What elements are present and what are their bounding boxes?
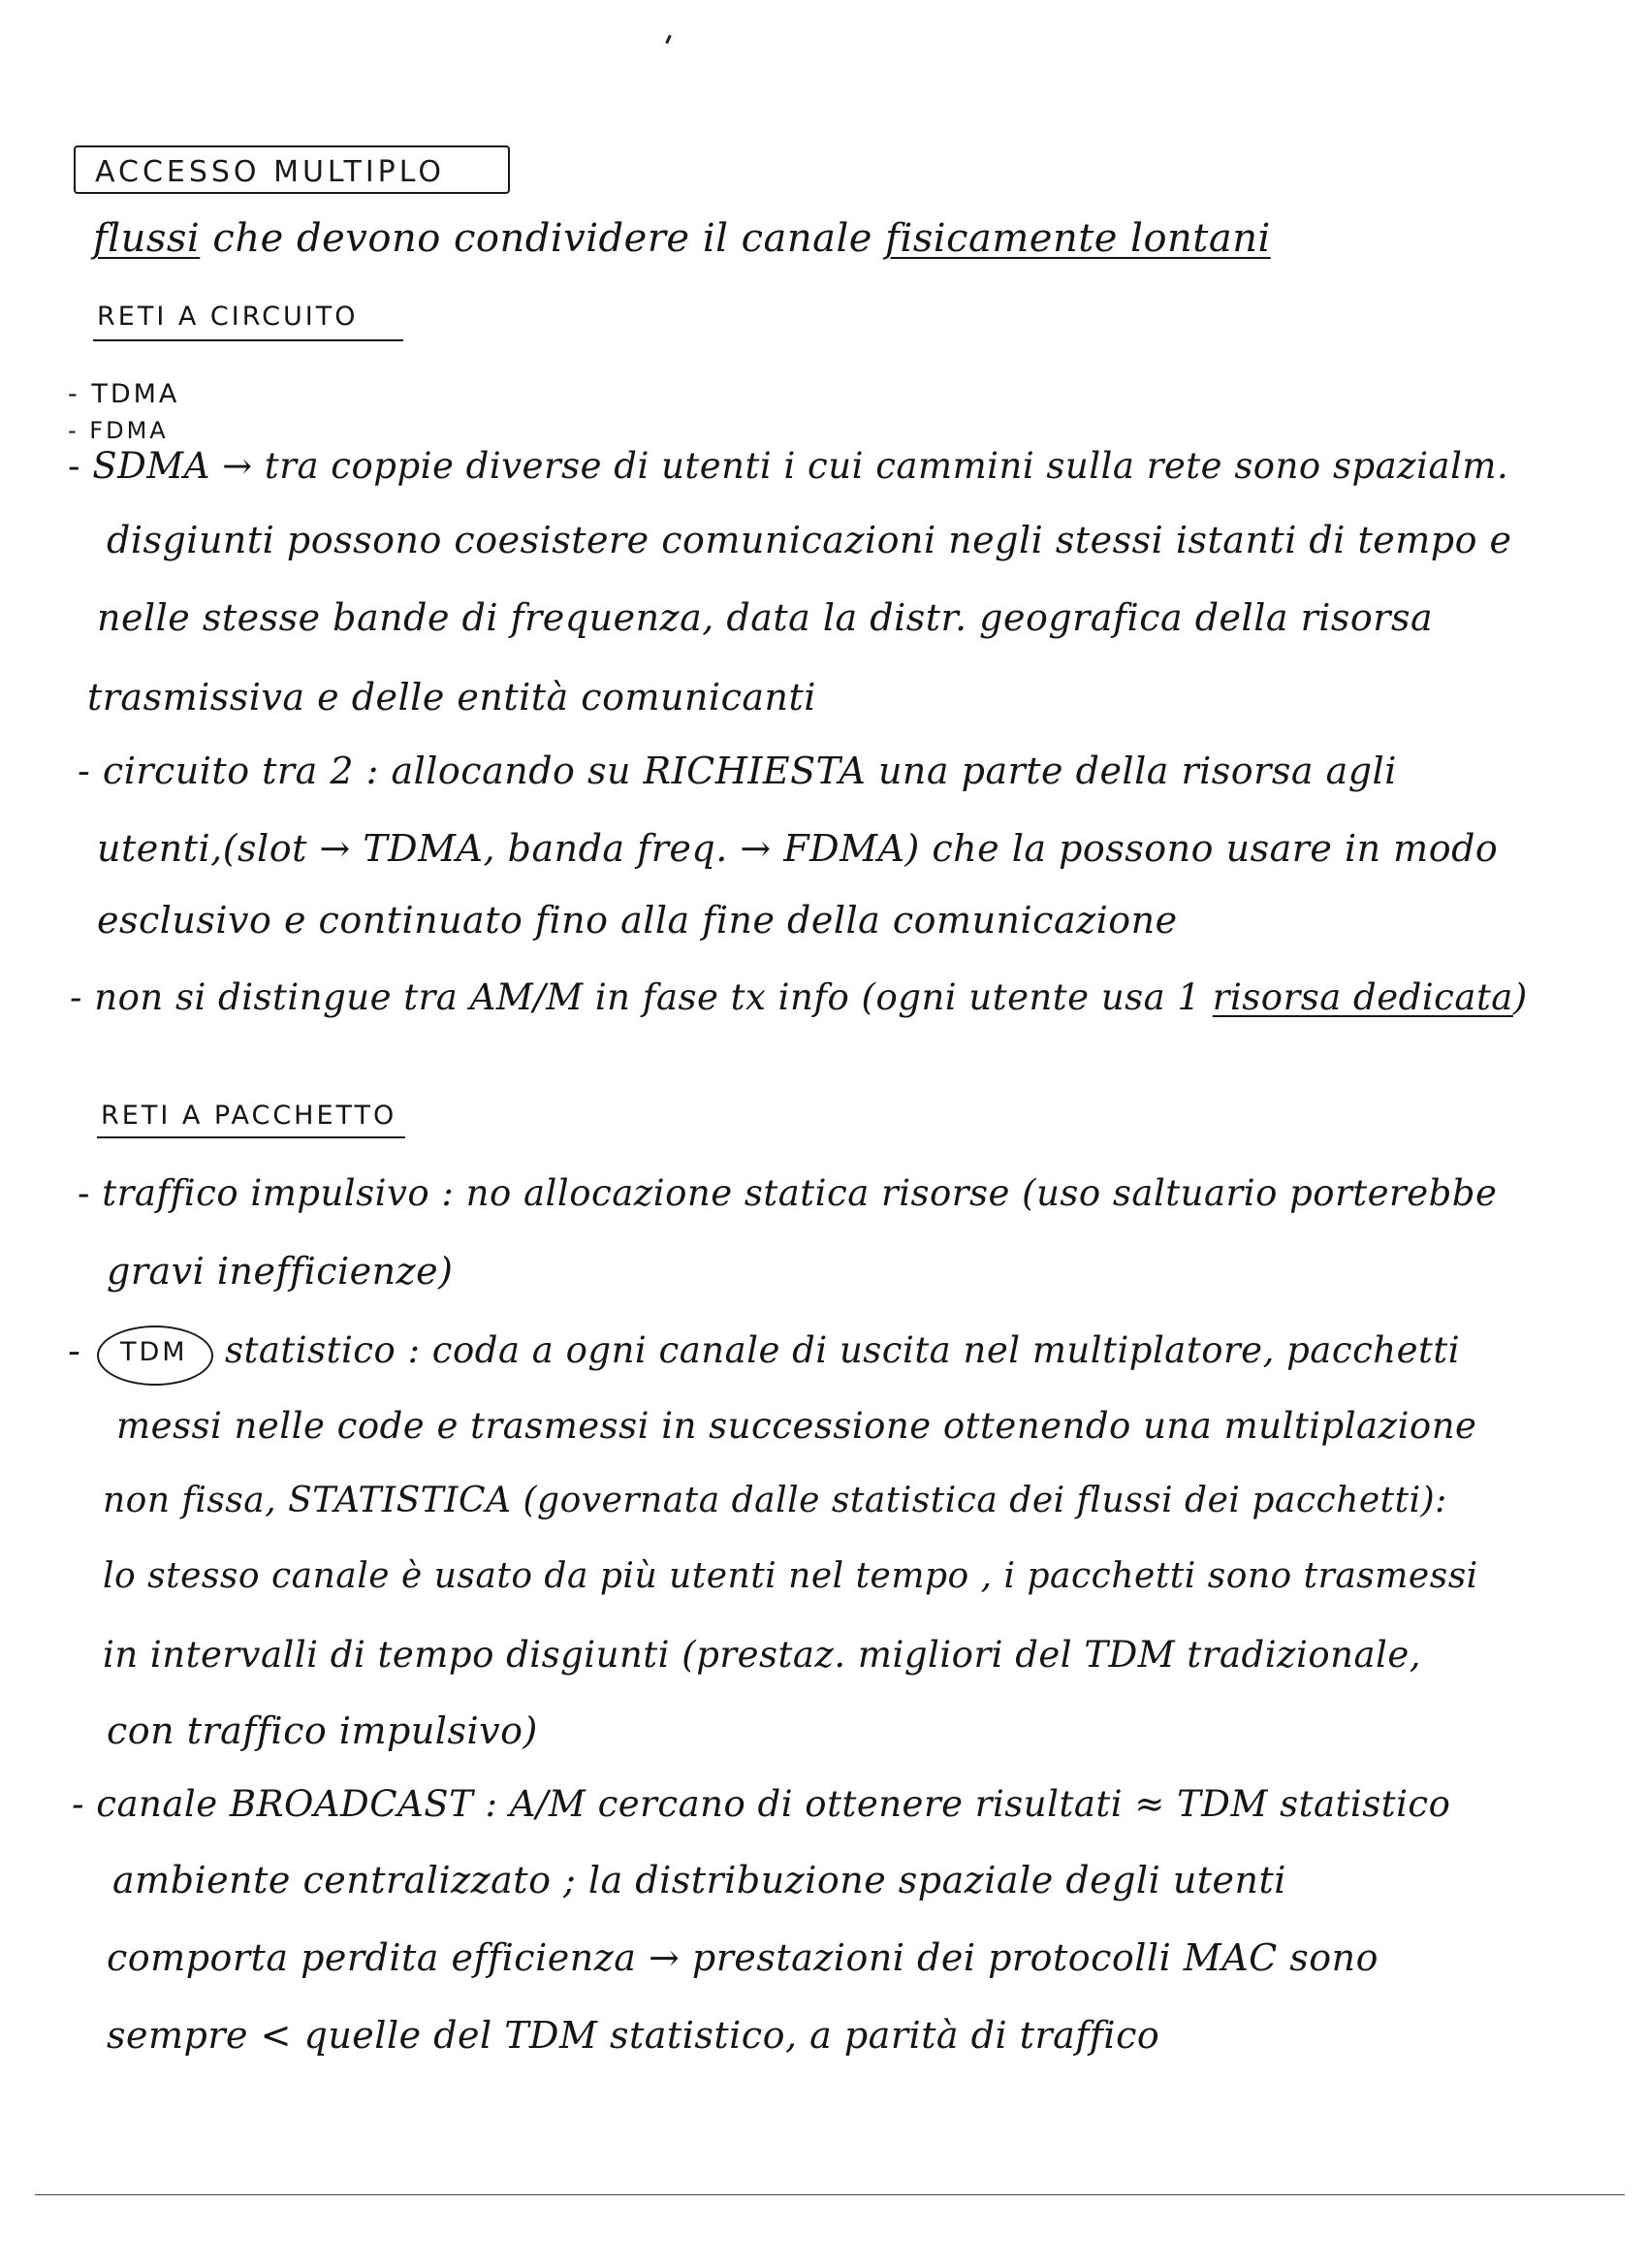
broadcast-line: sempre < quelle del TDM statistico, a parità di traffico	[107, 2014, 1160, 2057]
packet-line: - traffico impulsivo : no allocazione statica risorse (uso saltuario porterebbe	[78, 1172, 1498, 1214]
page-title: ACCESSO MULTIPLO	[95, 155, 446, 189]
tdm-label: TDM	[120, 1337, 188, 1367]
circuit-line: nelle stesse bande di frequenza, data la distr. geografica della risorsa	[97, 596, 1434, 639]
tdm-line: non fissa, STATISTICA (governata dalle statistica dei flussi dei pacchetti):	[103, 1481, 1447, 1520]
heading-underline	[93, 339, 403, 341]
broadcast-line: comporta perdita efficienza → prestazioni dei protocolli MAC sono	[107, 1936, 1379, 1979]
circuit-item-sdma: - SDMA → tra coppie diverse di utenti i cui cammini sulla rete sono spazialm.	[68, 445, 1509, 487]
title-box	[74, 145, 510, 194]
heading-underline	[97, 1136, 405, 1138]
intro-middle: che devono condividere il canale	[200, 216, 886, 261]
page-bottom-rule	[35, 2194, 1625, 2195]
circuit-last-line	[70, 976, 1528, 1018]
circuit-last-c: )	[1512, 976, 1528, 1018]
section-heading-packet: RETI A PACCHETTO	[101, 1101, 397, 1131]
intro-word-fisicamente: fisicamente lontani	[885, 216, 1271, 261]
tdm-dash: -	[68, 1329, 81, 1372]
circuit-last-risorsa: risorsa dedicata	[1212, 976, 1513, 1018]
circuit-item-fdma: - FDMA	[68, 417, 169, 444]
intro-line	[93, 216, 1271, 261]
intro-word-flussi: flussi	[93, 216, 201, 261]
tdm-line: in intervalli di tempo disgiunti (prestaz. migliori del TDM tradizionale,	[103, 1634, 1422, 1676]
packet-line: gravi inefficienze)	[107, 1250, 454, 1293]
tdm-line: statistico : coda a ogni canale di uscita nel multiplatore, pacchetti	[225, 1329, 1461, 1371]
section-heading-circuit: RETI A CIRCUITO	[97, 302, 359, 332]
circuit-line: esclusivo e continuato fino alla fine della comunicazione	[97, 899, 1178, 942]
circuit-line: trasmissiva e delle entità comunicanti	[87, 676, 816, 719]
circuit-item-tdma: - TDMA	[68, 379, 180, 409]
broadcast-line: ambiente centralizzato ; la distribuzione spaziale degli utenti	[112, 1859, 1286, 1901]
broadcast-line: - canale BROADCAST : A/M cercano di ottenere risultati ≈ TDM statistico	[72, 1783, 1451, 1825]
circuit-line: - circuito tra 2 : allocando su RICHIESTA una parte della risorsa agli	[78, 750, 1397, 792]
circuit-line: disgiunti possono coesistere comunicazioni negli stessi istanti di tempo e	[107, 519, 1512, 561]
tdm-line: messi nelle code e trasmessi in successione ottenendo una multiplazione	[116, 1405, 1477, 1447]
tdm-line: lo stesso canale è usato da più utenti nel tempo , i pacchetti sono trasmessi	[103, 1556, 1478, 1596]
tdm-line: con traffico impulsivo)	[107, 1709, 538, 1752]
pen-mark	[665, 35, 672, 44]
circuit-last-a: - non si distingue tra AM/M in fase tx info (ogni utente usa 1	[70, 976, 1213, 1018]
circuit-line: utenti,(slot → TDMA, banda freq. → FDMA) che la possono usare in modo	[97, 827, 1499, 870]
